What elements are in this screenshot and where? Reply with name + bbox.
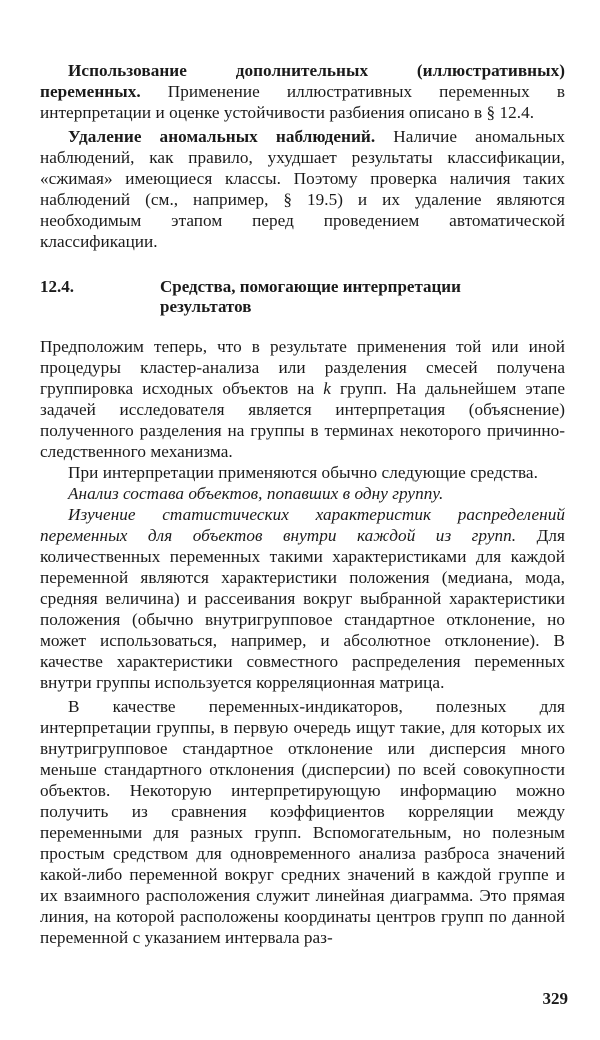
section-heading [40, 277, 565, 317]
text-anomalous-observations: Наличие аномальных наблюдений, как правило, ухудшает результаты классификации, «сжимая» имеющиеся классы. Поэтому проверка наличия таких наблюдений (см., например, § 19.5) и их удаление являются необходимым этапом перед проведением автоматической классификации. [40, 127, 565, 251]
paragraph-additional-variables [40, 60, 565, 123]
paragraph-statistical-characteristics [40, 504, 565, 693]
paragraph-interpretation-means: При интерпретации применяются обычно следующие средства. [68, 463, 538, 482]
text-statistical-characteristics: Для количественных переменных такими характеристиками для каждой переменной являются характеристики положения (медиана, мода, средняя величина) и рассеивания вокруг выбранной характеристики положения (обычно внутригрупповое стандартное отклонение, но может использоваться, например, и абсолютное отклонение). В качестве характеристики совместного распределения переменных внутри группы используется корреляционная матрица. [40, 526, 565, 692]
rubric-additional-variables: Использование дополнительных (иллюстративных) переменных. [40, 61, 565, 101]
paragraph-indicator-variables: В качестве переменных-индикаторов, полезных для интерпретации группы, в первую очередь ищут такие, для которых их внутригрупповое стандартное отклонение или дисперсия много меньше стандартного отклонения (дисперсии) по всей совокупности объектов. Некоторую интерпретирующую информацию можно получить из сравнения коэффициентов корреляции между переменными для разных групп. Вспомогательным, но полезным простым средством для одновременного анализа разброса значений какой-либо переменной вокруг средних значений в каждой группе и их взаимного расположения служит линейная диаграмма. Это прямая линия, на которой расположены координаты центров групп по данной переменной с указанием интервала раз- [40, 697, 565, 947]
rubric-anomalous-observations: Удаление аномальных наблюдений. [68, 127, 376, 146]
variable-k: k [323, 379, 331, 398]
section-title: Средства, помогающие интерпретации результатов [160, 277, 461, 316]
text-grouping-part2: групп. На дальнейшем этапе задачей исследователя является интерпретация (объяснение) полученного разделения на группы в терминах некоторого причинно-следственного механизма. [40, 379, 565, 461]
page-content [40, 60, 565, 948]
paragraph-group-composition: Анализ состава объектов, попавших в одну группу. [68, 484, 444, 503]
paragraph-anomalous-observations [40, 126, 565, 252]
page-number: 329 [542, 989, 568, 1008]
text-grouping-part1: Предположим теперь, что в результате применения той или иной процедуры кластер-анализа или разделения смесей получена группировка исходных объектов на [40, 337, 565, 398]
text-additional-variables: Применение иллюстративных переменных в интерпретации и оценке устойчивости разбиения описано в § 12.4. [40, 82, 565, 122]
paragraph-grouping-result [40, 336, 565, 462]
rubric-statistical-characteristics: Изучение статистических характеристик распределений переменных для объектов внутри каждой из групп. [40, 505, 565, 545]
section-number: 12.4. [40, 277, 74, 296]
